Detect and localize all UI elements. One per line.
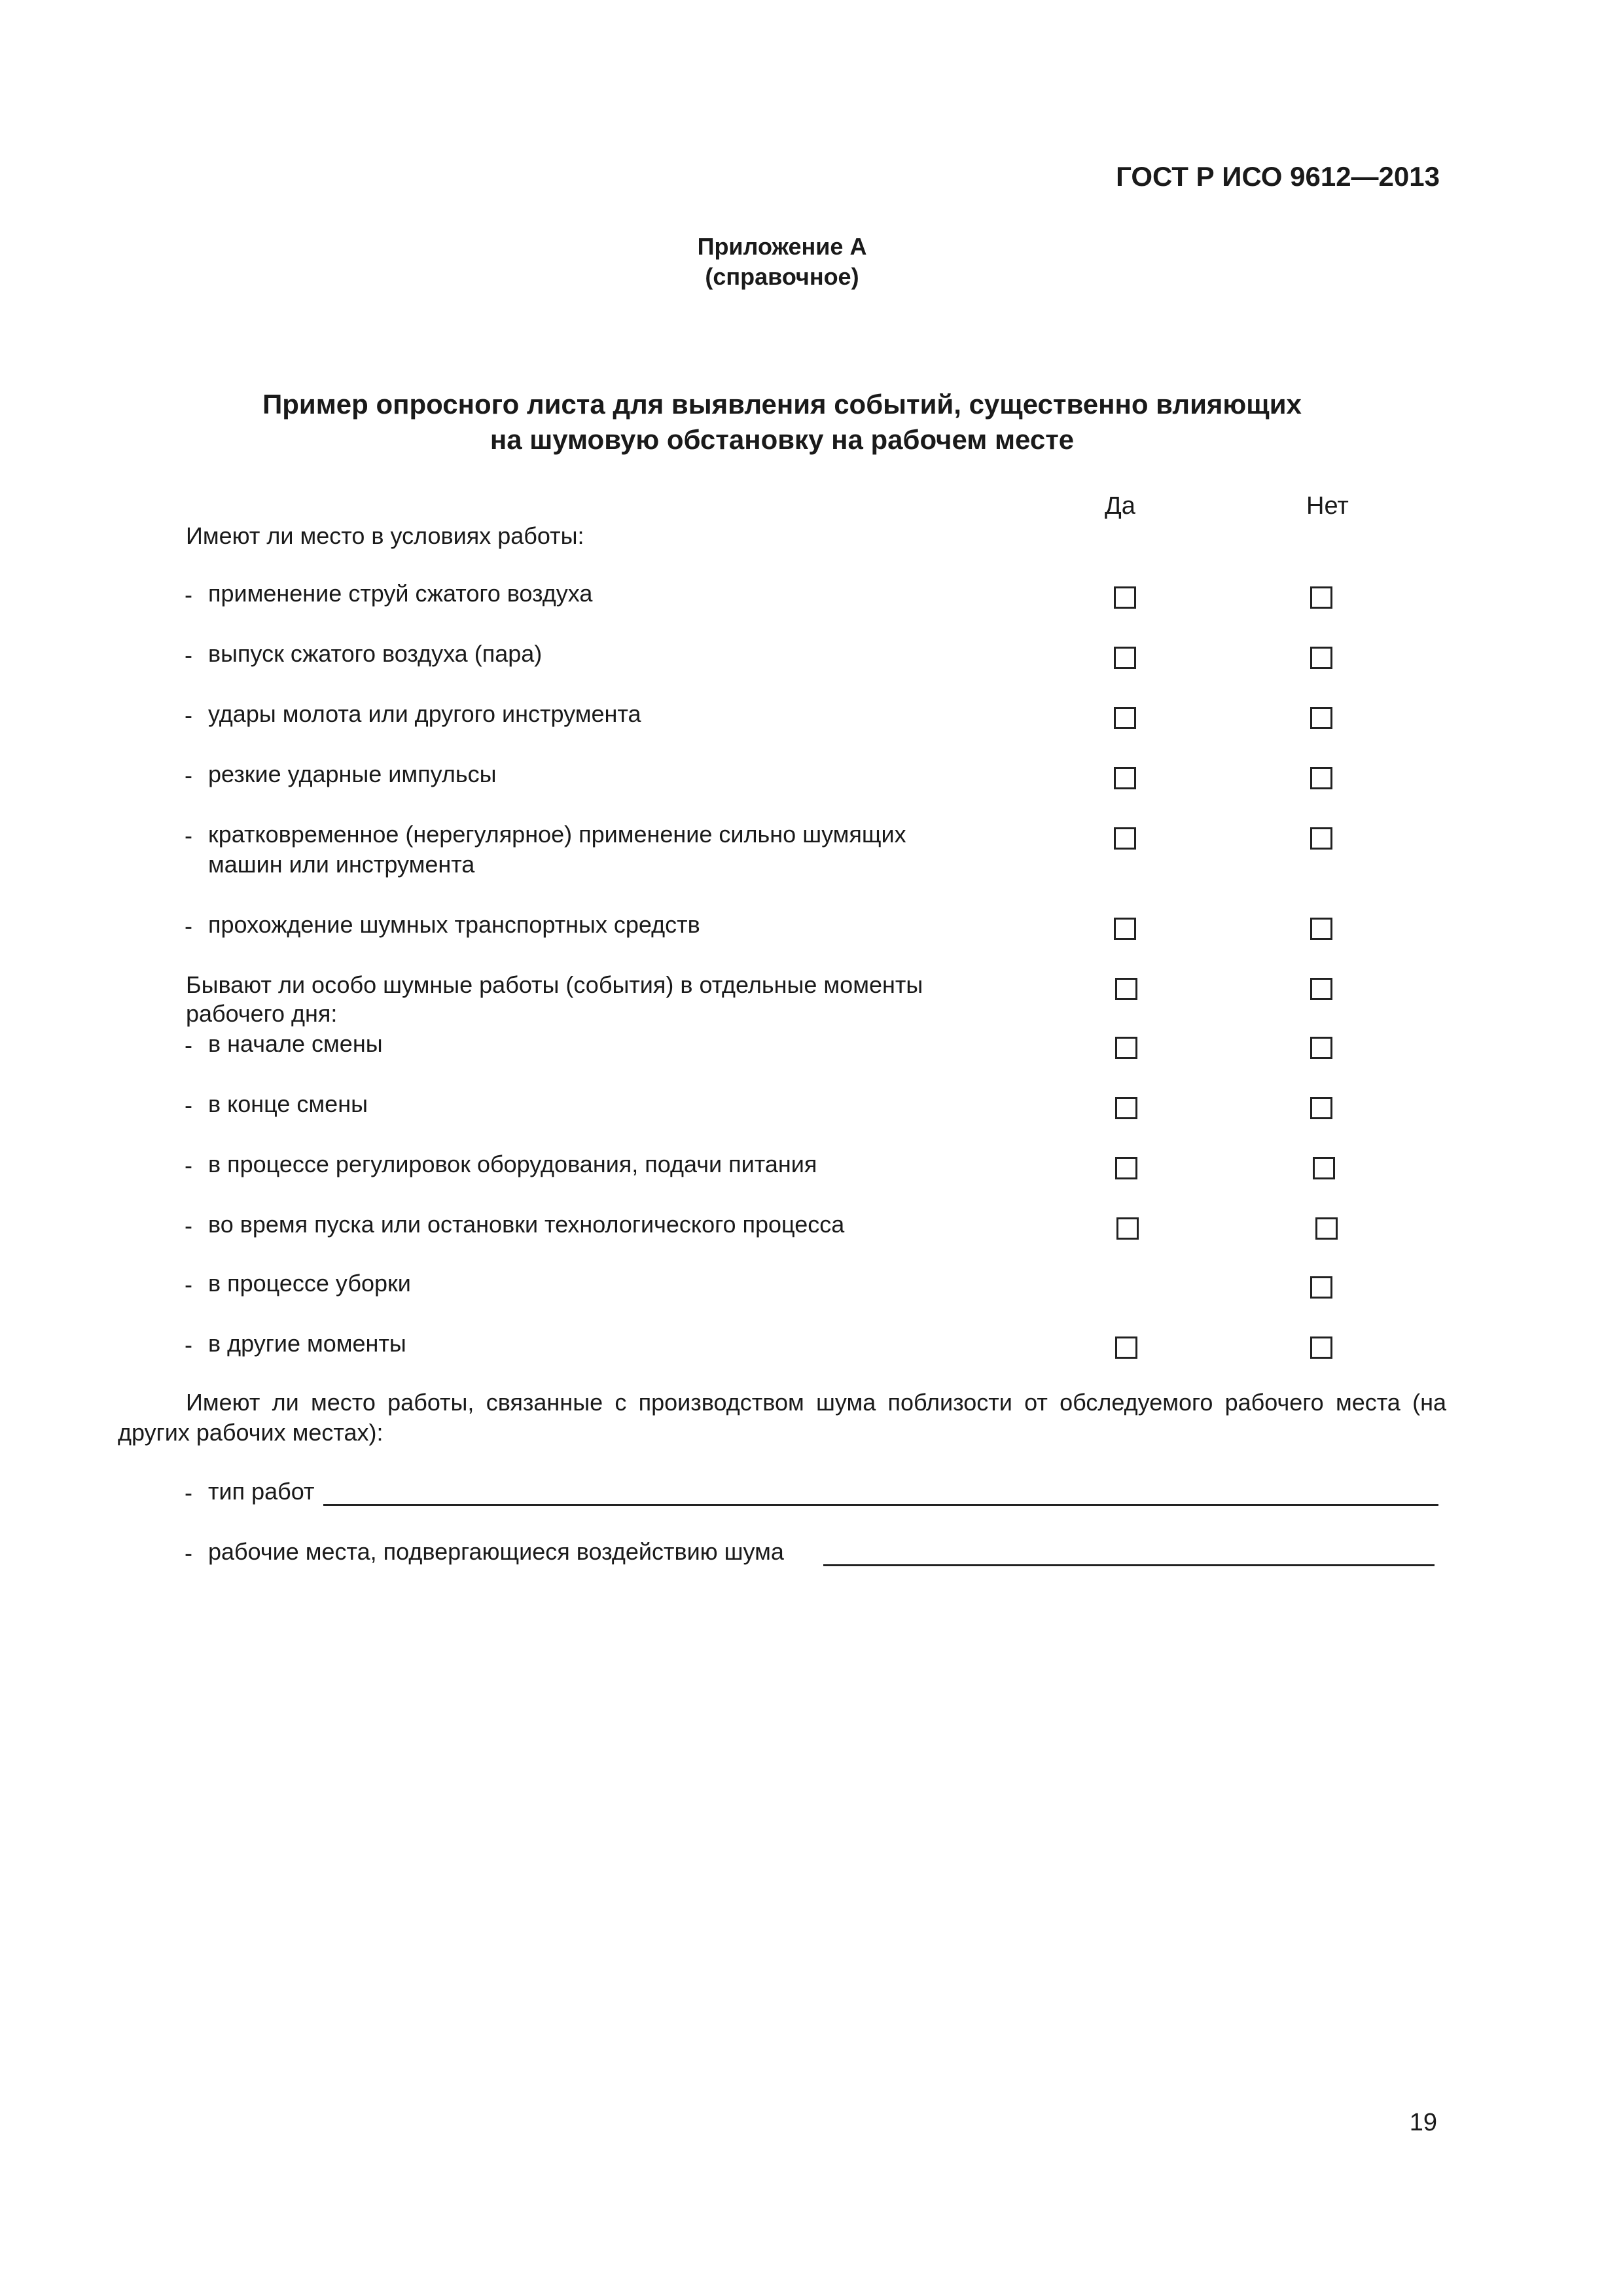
- form-title-line-1: Пример опросного листа для выявления событий, существенно влияющих: [262, 389, 1302, 420]
- item-label: в другие моменты: [208, 1330, 406, 1357]
- item-label-continuation: машин или инструмента: [208, 851, 475, 878]
- field-blank-line[interactable]: [823, 1564, 1435, 1566]
- checkbox-no[interactable]: [1310, 1276, 1332, 1299]
- section2-question-line-2: рабочего дня:: [186, 1000, 338, 1027]
- checkbox-yes[interactable]: [1114, 586, 1136, 609]
- column-header-no: Нет: [1306, 492, 1349, 520]
- list-dash: -: [185, 912, 192, 939]
- checkbox-no[interactable]: [1313, 1157, 1335, 1179]
- form-title-line-2: на шумовую обстановку на рабочем месте: [490, 424, 1075, 455]
- field-label: рабочие места, подвергающиеся воздействию шума: [208, 1538, 784, 1565]
- list-dash: -: [185, 1331, 192, 1358]
- checkbox-yes[interactable]: [1114, 918, 1136, 940]
- list-dash: -: [185, 762, 192, 789]
- list-dash: -: [185, 1479, 192, 1506]
- checkbox-yes[interactable]: [1114, 767, 1136, 789]
- item-label: кратковременное (нерегулярное) применение сильно шумящих: [208, 821, 906, 848]
- list-dash: -: [185, 1271, 192, 1298]
- item-label: прохождение шумных транспортных средств: [208, 911, 700, 938]
- list-dash: -: [185, 1212, 192, 1239]
- checkbox-no[interactable]: [1310, 586, 1332, 609]
- checkbox-no[interactable]: [1310, 978, 1332, 1000]
- checkbox-yes[interactable]: [1115, 1336, 1137, 1359]
- document-number: ГОСТ Р ИСО 9612—2013: [1116, 161, 1440, 192]
- section3-paragraph: Имеют ли место работы, связанные с производством шума поблизости от обследуемого рабочего места (на других рабочих местах):: [118, 1389, 1446, 1446]
- checkbox-yes[interactable]: [1115, 978, 1137, 1000]
- item-label: резкие ударные импульсы: [208, 761, 497, 787]
- list-dash: -: [185, 822, 192, 849]
- list-dash: -: [185, 641, 192, 668]
- checkbox-no[interactable]: [1310, 647, 1332, 669]
- checkbox-yes[interactable]: [1115, 1157, 1137, 1179]
- list-dash: -: [185, 1031, 192, 1058]
- section2-question-line-1: Бывают ли особо шумные работы (события) в отдельные моменты: [186, 971, 923, 998]
- checkbox-no[interactable]: [1310, 1037, 1332, 1059]
- appendix-kind: (справочное): [705, 263, 859, 290]
- item-label: выпуск сжатого воздуха (пара): [208, 640, 543, 667]
- item-label: удары молота или другого инструмента: [208, 700, 641, 727]
- checkbox-yes[interactable]: [1114, 707, 1136, 729]
- checkbox-yes[interactable]: [1115, 1037, 1137, 1059]
- checkbox-no[interactable]: [1310, 918, 1332, 940]
- list-dash: -: [185, 1092, 192, 1119]
- checkbox-no[interactable]: [1310, 707, 1332, 729]
- list-dash: -: [185, 702, 192, 728]
- field-blank-line[interactable]: [323, 1504, 1438, 1506]
- checkbox-yes[interactable]: [1114, 647, 1136, 669]
- checkbox-no[interactable]: [1310, 767, 1332, 789]
- column-header-yes: Да: [1105, 492, 1135, 520]
- checkbox-yes[interactable]: [1115, 1097, 1137, 1119]
- item-label: в начале смены: [208, 1030, 383, 1057]
- checkbox-no[interactable]: [1310, 1336, 1332, 1359]
- item-label: применение струй сжатого воздуха: [208, 580, 593, 607]
- checkbox-yes[interactable]: [1114, 827, 1136, 850]
- page-number: 19: [1409, 2109, 1437, 2136]
- item-label: в процессе регулировок оборудования, подачи питания: [208, 1151, 817, 1177]
- checkbox-no[interactable]: [1310, 827, 1332, 850]
- item-label: во время пуска или остановки технологического процесса: [208, 1211, 845, 1238]
- item-label: в процессе уборки: [208, 1270, 411, 1297]
- checkbox-yes[interactable]: [1116, 1217, 1139, 1240]
- item-label: в конце смены: [208, 1090, 368, 1117]
- appendix-title: Приложение А: [697, 233, 867, 260]
- list-dash: -: [185, 1539, 192, 1566]
- list-dash: -: [185, 581, 192, 608]
- section1-question: Имеют ли место в условиях работы:: [186, 522, 584, 549]
- checkbox-no[interactable]: [1310, 1097, 1332, 1119]
- field-label: тип работ: [208, 1478, 315, 1505]
- checkbox-no[interactable]: [1315, 1217, 1338, 1240]
- list-dash: -: [185, 1152, 192, 1179]
